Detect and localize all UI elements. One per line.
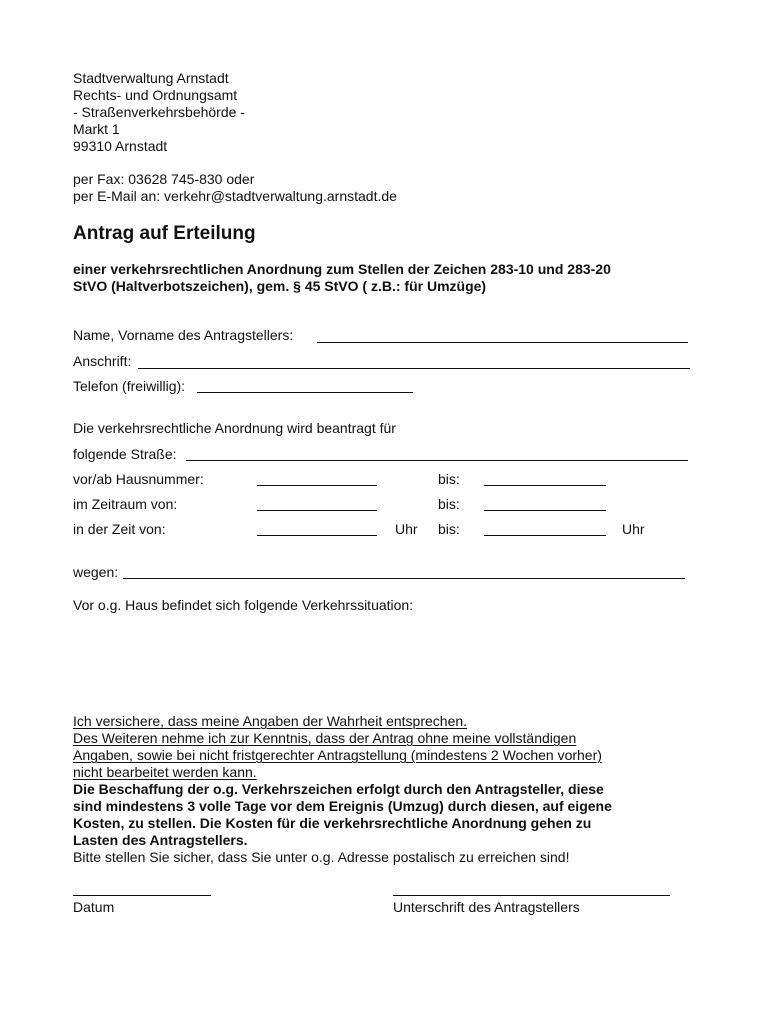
cost-note-line-2: sind mindestens 3 volle Tage vor dem Ereignis (Umzug) durch diesen, auf eigene [73,798,612,814]
signature-field[interactable] [393,895,670,896]
reason-label: wegen: [73,564,119,580]
declaration-line-3: Angaben, sowie bei nicht fristgerechter Antragstellung (mindestens 2 Wochen vorher) [73,747,602,763]
subtitle-line-2: StVO (Haltverbotszeichen), gem. § 45 StVO ( z.B.: für Umzüge) [73,278,487,294]
name-label: Name, Vorname des Antragstellers: [73,327,294,343]
date-label: Datum [73,899,115,915]
cost-note-line-4: Lasten des Antragstellers. [73,832,248,848]
street-field[interactable] [186,460,688,461]
declaration-line-4: nicht bearbeitet werden kann. [73,764,257,780]
declaration-line-1: Ich versichere, dass meine Angaben der Wahrheit entsprechen. [73,713,468,729]
period-bis-label: bis: [438,496,460,512]
address-line-2: Rechts- und Ordnungsamt [73,87,238,103]
house-label: vor/ab Hausnummer: [73,471,204,487]
time-from-uhr: Uhr [395,521,418,537]
street-label: folgende Straße: [73,446,177,462]
period-from-field[interactable] [257,510,377,511]
phone-label: Telefon (freiwillig): [73,378,186,394]
time-to-field[interactable] [484,535,606,536]
date-field[interactable] [73,895,211,896]
time-label: in der Zeit von: [73,521,166,537]
time-from-field[interactable] [257,535,377,536]
house-from-field[interactable] [257,485,377,486]
traffic-situation-label: Vor o.g. Haus befindet sich folgende Verkehrssituation: [73,597,414,613]
cost-note-line-1: Die Beschaffung der o.g. Verkehrszeichen erfolgt durch den Antragsteller, diese [73,781,604,797]
name-field[interactable] [317,342,688,343]
house-to-field[interactable] [484,485,606,486]
address-line-4: Markt 1 [73,121,120,137]
address-field[interactable] [138,368,690,369]
order-intro: Die verkehrsrechtliche Anordnung wird beantragt für [73,420,396,436]
declaration-line-2: Des Weiteren nehme ich zur Kenntnis, dass der Antrag ohne meine vollständigen [73,730,577,746]
subtitle-line-1: einer verkehrsrechtlichen Anordnung zum Stellen der Zeichen 283-10 und 283-20 [73,261,611,277]
fax-line: per Fax: 03628 745-830 oder [73,171,255,187]
postal-note: Bitte stellen Sie sicher, dass Sie unter o.g. Adresse postalisch zu erreichen sind! [73,849,570,865]
house-bis-label: bis: [438,471,460,487]
address-label: Anschrift: [73,353,132,369]
period-to-field[interactable] [484,510,606,511]
cost-note-line-3: Kosten, zu stellen. Die Kosten für die verkehrsrechtliche Anordnung gehen zu [73,815,592,831]
period-label: im Zeitraum von: [73,496,178,512]
time-bis-label: bis: [438,521,460,537]
phone-field[interactable] [197,392,413,393]
reason-field[interactable] [123,578,685,579]
time-to-uhr: Uhr [622,521,645,537]
document-title: Antrag auf Erteilung [73,223,256,244]
address-line-1: Stadtverwaltung Arnstadt [73,70,229,86]
address-line-5: 99310 Arnstadt [73,138,168,154]
email-line: per E-Mail an: verkehr@stadtverwaltung.arnstadt.de [73,188,397,204]
signature-label: Unterschrift des Antragstellers [393,899,580,915]
address-line-3: - Straßenverkehrsbehörde - [73,104,245,120]
